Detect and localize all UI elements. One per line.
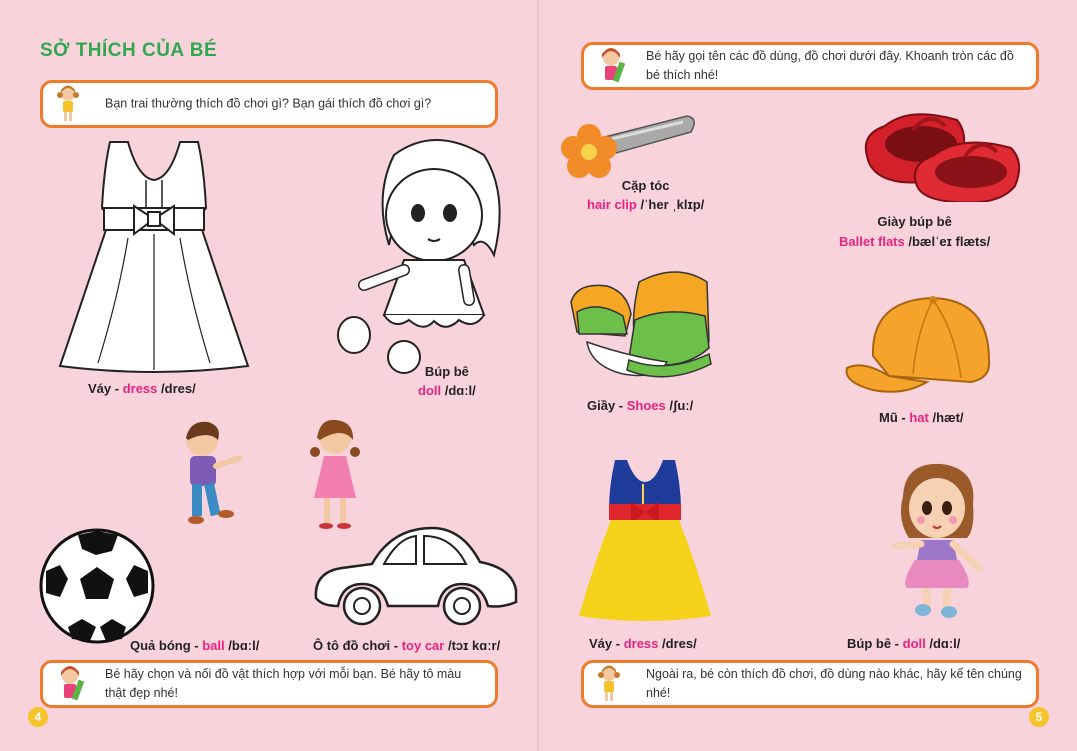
caption-doll: Búp bê doll /dɑːl/ bbox=[418, 364, 476, 398]
color-doll bbox=[887, 460, 987, 622]
color-dress bbox=[577, 456, 713, 622]
ballet-flats bbox=[861, 90, 1027, 202]
dress-outline bbox=[58, 138, 250, 373]
instruction-text: Bé hãy gọi tên các đồ dùng, đồ chơi dưới đây. Khoanh tròn các đồ bé thích nhé! bbox=[646, 49, 1014, 82]
sneakers bbox=[567, 262, 715, 384]
hair-clip bbox=[561, 108, 701, 184]
page-number: 4 bbox=[28, 707, 48, 727]
instruction-box-top-right bbox=[581, 42, 1039, 90]
caption-ballet-flats: Giày búp bê Ballet flats /bælˈeɪ flæts/ bbox=[839, 214, 991, 249]
caption-color-doll: Búp bê - doll /dɑːl/ bbox=[847, 636, 961, 651]
right-page bbox=[539, 0, 1077, 751]
doll-outline bbox=[334, 135, 514, 375]
instruction-text: Bé hãy chọn và nối đồ vật thích hợp với mỗi bạn. Bé hãy tô màu thật đẹp nhé! bbox=[105, 667, 462, 700]
girl-pencil-icon bbox=[598, 48, 628, 84]
instruction-box-bottom-right bbox=[581, 660, 1039, 708]
cap-hat bbox=[843, 290, 993, 398]
caption-toy-car: Ô tô đồ chơi - toy car /tɔɪ kɑːr/ bbox=[313, 638, 501, 653]
caption-shoes: Giầy - Shoes /ʃuː/ bbox=[587, 398, 694, 413]
caption-ball: Quả bóng - ball /bɑːl/ bbox=[130, 638, 260, 653]
page-title: SỞ THÍCH CỦA BÉ bbox=[40, 40, 218, 61]
caption-hair-clip: Cặp tóc hair clip /ˈher ˌklɪp/ bbox=[587, 178, 705, 212]
instruction-box-bottom-left bbox=[40, 660, 498, 708]
instruction-text: Bạn trai thường thích đồ chơi gì? Bạn gái thích đồ chơi gì? bbox=[105, 96, 432, 111]
page-number: 5 bbox=[1029, 707, 1049, 727]
boy-figure bbox=[178, 418, 250, 530]
girl-figure bbox=[302, 416, 368, 530]
caption-dress: Váy - dress /dres/ bbox=[88, 381, 196, 396]
soccer-ball bbox=[38, 527, 156, 645]
girl-kid-icon bbox=[57, 85, 79, 123]
caption-color-dress: Váy - dress /dres/ bbox=[589, 636, 697, 651]
instruction-text: Ngoài ra, bé còn thích đồ chơi, đồ dùng nào khác, hãy kể tên chúng nhé! bbox=[646, 667, 1022, 700]
left-page bbox=[0, 0, 538, 751]
girl-pencil-icon bbox=[57, 666, 87, 702]
caption-hat: Mũ - hat /hæt/ bbox=[879, 410, 964, 425]
toy-car-outline bbox=[312, 522, 520, 628]
instruction-box-top-left bbox=[40, 80, 498, 128]
girl-kid-icon bbox=[598, 665, 620, 703]
